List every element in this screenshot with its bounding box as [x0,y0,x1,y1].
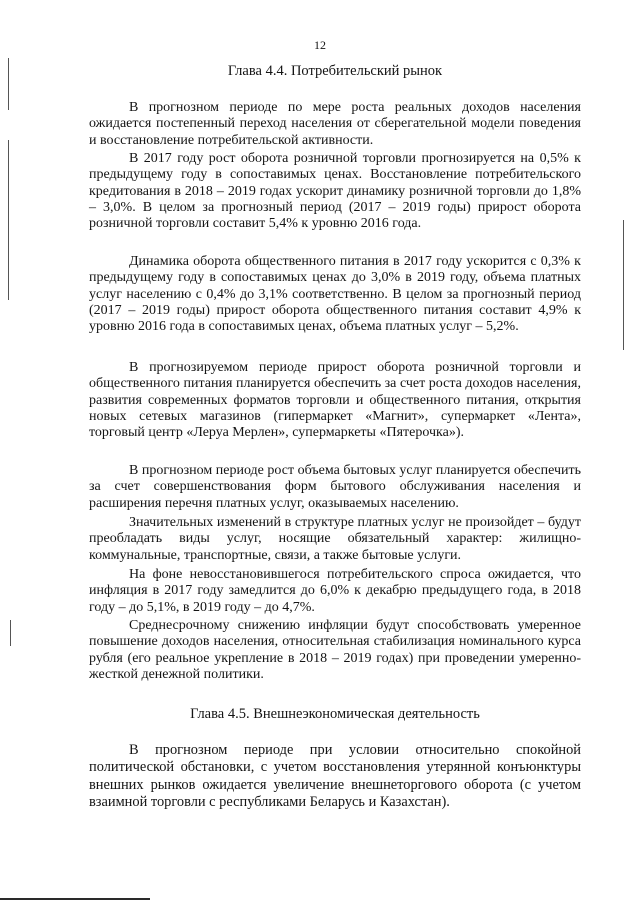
paragraph: В прогнозном периоде рост объема бытовых услуг планируется обеспечить за счет совершенствования форм бытового обслуживания населения и расширения перечня платных услуг, оказываемых населению. [89,463,581,511]
paragraph: Среднесрочному снижению инфляции будут способствовать умеренное повышение доходов населения, относительная стабилизация номинального курса рубля (его реальное укрепление в 2018 – 2019 годах) при проведении умеренно-жесткой денежной политики. [89,618,581,682]
scan-margin-mark [8,58,9,110]
paragraph: В прогнозном периоде по мере роста реальных доходов населения ожидается постепенный переход населения от сберегательной модели поведения и восстановление потребительской активности. [89,100,581,148]
page-number: 12 [314,38,326,52]
paragraph: В прогнозном периоде при условии относительно спокойной политической обстановки, с учетом восстановления утерянной конъюнктуры внешних рынков ожидается увеличение внешнеторгового оборота (с учетом взаимной торговли с республиками Беларусь и Казахстан). [89,742,581,811]
paragraph: В 2017 году рост оборота розничной торговли прогнозируется на 0,5% к предыдущему году в сопоставимых ценах. Восстановление потребительского кредитования в 2018 – 2019 годах ускорит динамику розничной торговли до 1,8% – 3,0%. В целом за прогнозный период (2017 – 2019 годы) прирост оборота розничной торговли составит 5,4% к уровню 2016 года. [89,151,581,232]
footnote-rule [0,898,150,900]
scan-margin-mark [623,220,624,350]
scan-margin-mark [10,620,11,646]
paragraph: Динамика оборота общественного питания в 2017 году ускорится с 0,3% к предыдущему году в сопоставимых ценах до 3,0% в 2019 году, объема платных услуг населению с 0,4% до 3,1% соответственно. В целом за прогнозный период (2017 – 2019 годы) прирост оборота общественного питания составит 4,9% к уровню 2016 года в сопоставимых ценах, объема платных услуг – 5,2%. [89,254,581,335]
chapter-4-4-title: Глава 4.4. Потребительский рынок [227,63,443,79]
chapter-4-5-title: Глава 4.5. Внешнеэкономическая деятельность [190,706,480,722]
paragraph: В прогнозируемом периоде прирост оборота розничной торговли и общественного питания планируется обеспечить за счет роста доходов населения, развития современных форматов торговли и общественного питания, открытия новых сетевых магазинов (гипермаркет «Магнит», супермаркет «Лента», торговый центр «Леруа Мерлен», супермаркеты «Пятерочка»). [89,360,581,441]
paragraph: Значительных изменений в структуре платных услуг не произойдет – будут преобладать виды услуг, носящие обязательный характер: жилищно-коммунальные, транспортные, связи, а также бытовые услуги. [89,515,581,563]
paragraph: На фоне невосстановившегося потребительского спроса ожидается, что инфляция в 2017 году замедлится до 6,0% к декабрю предыдущего года, в 2018 году – до 5,1%, в 2019 году – до 4,7%. [89,567,581,615]
scan-margin-mark [8,140,9,300]
